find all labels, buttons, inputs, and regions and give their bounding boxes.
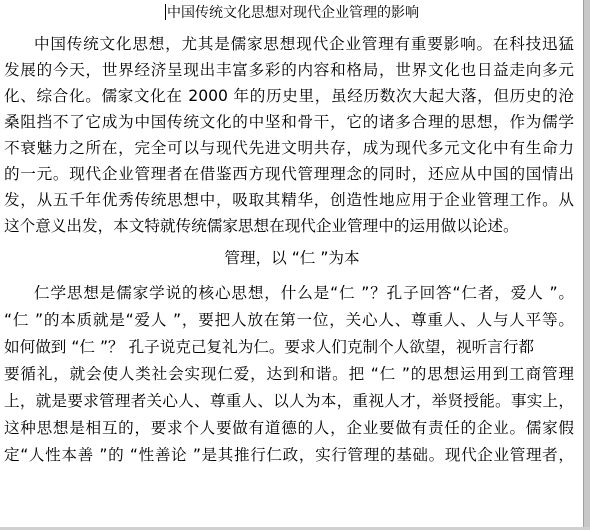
paragraph-1-line-7: 发，从五千年优秀传统思想中，吸取其精华，创造性地应用于企业管理工作。从 bbox=[4, 191, 574, 209]
paragraph-1-line-3: 化、综合化。儒家文化在 2000 年的历史里，虽经历数次大起大落，但历史的沧 bbox=[4, 87, 574, 105]
window-right-edge bbox=[583, 0, 590, 530]
paragraph-2-line-1: 仁学思想是儒家学说的核心思想，什么是“仁 ”？孔子回答“仁者，爱人 ”。 bbox=[34, 284, 574, 302]
paragraph-1-line-5: 不衰魅力之所在，完全可以与现代先进文明共存，成为现代多元文化中有生命力 bbox=[4, 139, 574, 157]
paragraph-2-line-5: 上，就是要求管理者关心人、尊重人、以人为本，重视人才，举贤授能。事实上， bbox=[4, 392, 574, 410]
section-heading: 管理，以 “仁 ”为本 bbox=[224, 249, 360, 267]
paragraph-2-line-4: 要循礼，就会使人类社会实现仁爱，达到和谐。把 “仁 ”的思想运用到工商管理 bbox=[4, 365, 574, 383]
paragraph-1-line-8: 这个意义出发，本文特就传统儒家思想在现代企业管理中的运用做以论述。 bbox=[4, 217, 519, 235]
paragraph-2-line-6: 这种思想是相互的，要求个人要做有道德的人，企业要做有责任的企业。儒家假 bbox=[4, 419, 574, 437]
paragraph-1-line-2: 发展的今天，世界经济呈现出丰富多彩的内容和格局，世界文化也日益走向多元 bbox=[4, 61, 574, 79]
paragraph-2-line-7: 定“人性本善 ”的 “性善论 ”是其推行仁政，实行管理的基础。现代企业管理者， bbox=[4, 446, 574, 464]
text-cursor bbox=[165, 4, 166, 20]
paragraph-1-line-4: 桑阻挡不了它成为中国传统文化的中坚和骨干，它的诸多合理的思想，作为儒学 bbox=[4, 113, 574, 131]
paragraph-2-line-3: 如何做到 “仁 ”？ 孔子说克己复礼为仁。要求人们克制个人欲望，视听言行都 bbox=[4, 338, 535, 356]
document-title-text: 中国传统文化思想对现代企业管理的影响 bbox=[167, 5, 419, 21]
paragraph-1-line-1: 中国传统文化思想，尤其是儒家思想现代企业管理有重要影响。在科技迅猛 bbox=[34, 35, 574, 53]
paragraph-1-line-6: 的一元。现代企业管理者在借鉴西方现代管理理念的同时，还应从中国的国情出 bbox=[4, 165, 574, 183]
document-title bbox=[0, 4, 584, 22]
paragraph-2-line-2: “仁 ”的本质就是“爱人 ”，要把人放在第一位，关心人、尊重人、人与人平等。 bbox=[4, 311, 574, 329]
